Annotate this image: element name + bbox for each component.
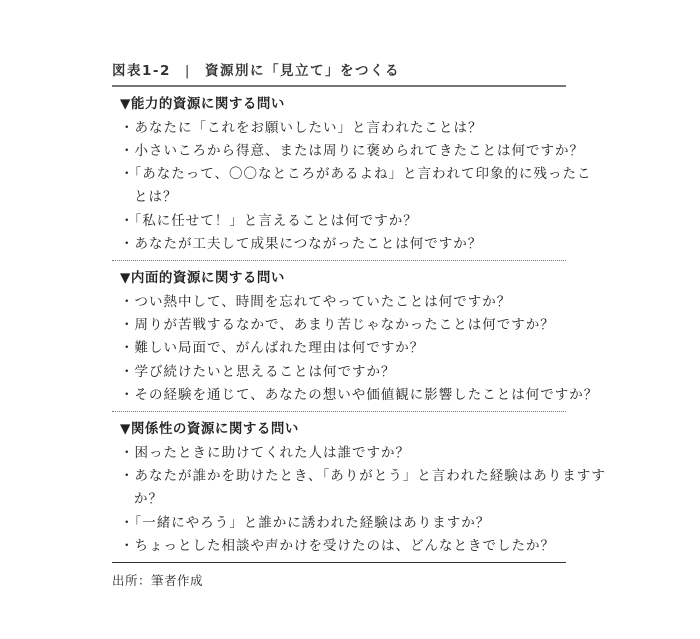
- question-text: ・あなたに「これをお願いしたい」と言われたことは？: [120, 119, 483, 136]
- figure-title-text: 資源別に「見立て」をつくる: [204, 63, 400, 79]
- question-item: [112, 314, 566, 337]
- question-item: [112, 465, 606, 512]
- question-text: ・「あなたって、〇〇なところがあるよね」と言われて印象的に残ったこ: [120, 166, 592, 183]
- question-item: [112, 117, 566, 140]
- figure-title: [112, 60, 566, 82]
- question-item: [112, 384, 599, 407]
- title-separator: |: [184, 63, 191, 79]
- source-note: 出所：筆者作成: [112, 573, 204, 589]
- question-section: [112, 261, 599, 407]
- question-item: [112, 163, 592, 210]
- question-text: ・あなたが誰かを助けたとき、「ありがとう」と言われた経験はありますす: [120, 468, 606, 485]
- question-text: ・「一緒にやろう」と誰かに誘われた経験はありますか？: [120, 514, 491, 531]
- question-text: ・周りが苦戦するなかで、あまり苦じゃなかったことは何ですか？: [120, 317, 555, 334]
- question-text: ・あなたが工夫して成果につながったことは何ですか？: [120, 235, 483, 252]
- question-text: か？: [134, 491, 163, 508]
- question-text: ・ちょっとした相談や声かけを受けたのは、どんなときでしたか？: [120, 537, 555, 554]
- question-item: [112, 337, 566, 360]
- section-heading: ▼内面的資源に関する問い: [120, 270, 285, 287]
- question-text: ・学び続けたいと思えることは何ですか？: [120, 363, 396, 380]
- question-text: とは？: [134, 189, 178, 206]
- question-item: [112, 291, 566, 314]
- figure: [112, 60, 606, 589]
- question-text: ・その経験を通じて、あなたの想いや価値観に影響したことは何ですか？: [120, 386, 599, 403]
- section-heading: ▼関係性の資源に関する問い: [120, 421, 299, 438]
- question-item: [112, 512, 566, 535]
- bottom-rule: [112, 562, 566, 563]
- question-item: [112, 442, 566, 465]
- question-item: [112, 210, 566, 233]
- question-text: ・小さいころから得意、または周りに褒められてきたことは何ですか？: [120, 142, 584, 159]
- question-item: [112, 233, 566, 256]
- question-item: [112, 361, 566, 384]
- question-text: ・難しい局面で、がんばれた理由は何ですか？: [120, 340, 425, 357]
- question-section: [112, 87, 592, 256]
- sections: [112, 87, 606, 558]
- question-text: ・困ったときに助けてくれた人は誰ですか？: [120, 444, 410, 461]
- question-item: [112, 140, 584, 163]
- question-text: ・「私に任せて！」と言えることは何ですか？: [120, 212, 418, 229]
- question-text: ・つい熱中して、時間を忘れてやっていたことは何ですか？: [120, 293, 512, 310]
- question-section: [112, 412, 606, 558]
- question-item: [112, 535, 566, 558]
- figure-label: 図表1-2: [112, 63, 171, 79]
- section-heading: ▼能力的資源に関する問い: [120, 96, 285, 112]
